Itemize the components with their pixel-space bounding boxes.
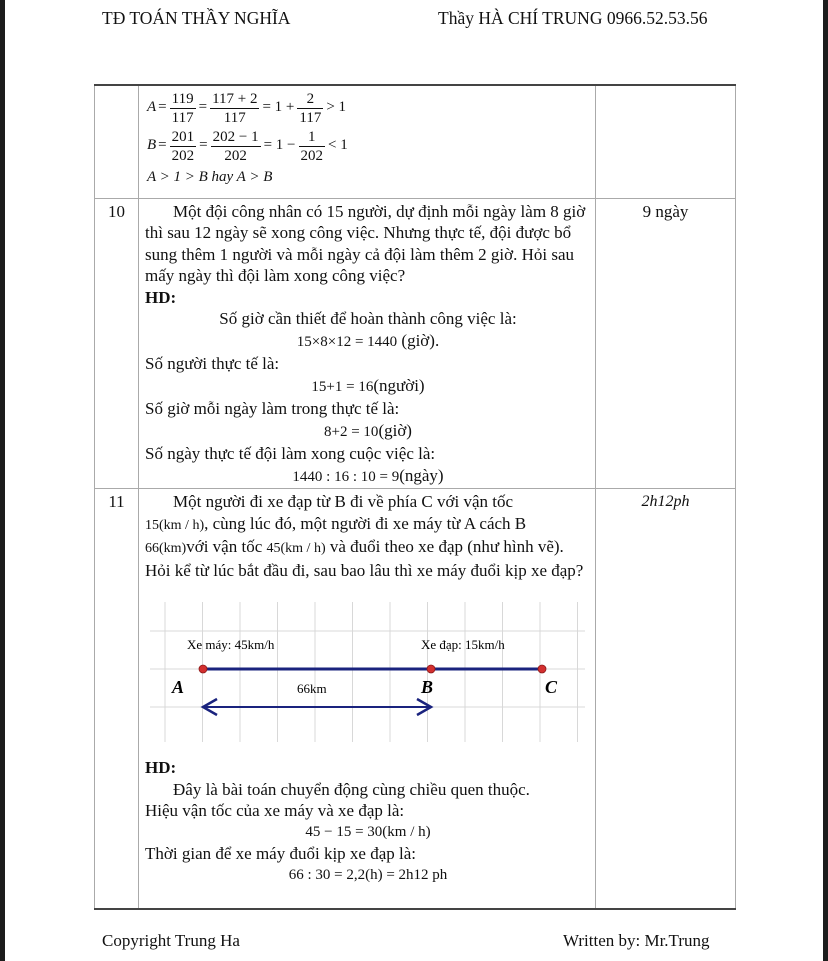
fraction: $\frac{117 + 2}{117}$ <box>212 90 258 126</box>
document-page <box>5 0 823 961</box>
label-point-c: C <box>545 677 558 697</box>
exercise-content <box>139 489 596 909</box>
answer: 9 ngày <box>596 198 736 489</box>
step-calc: 1440 : 16 : 10 = 9(ngày) <box>292 465 444 485</box>
label-motorbike: Xe máy: 45km/h <box>187 637 275 652</box>
footer-left: Copyright Trung Ha <box>102 931 240 950</box>
step-text: Số giờ mỗi ngày làm trong thực tế là: <box>145 399 400 418</box>
equation-b: B = $\frac{201}{202}$ = $\frac{202 - 1}{202}$ = 1 − $\frac{1}{202}$ < 1 <box>147 128 348 164</box>
fraction: $\frac{1}{202}$ <box>300 128 323 164</box>
step-calc: 8+2 = 10(giờ) <box>324 420 412 440</box>
diagram-svg <box>145 597 590 747</box>
label-point-b: B <box>421 677 434 697</box>
header-left: TĐ TOÁN THẦY NGHĨA <box>102 8 291 28</box>
header-right: Thầy HÀ CHÍ TRUNG 0966.52.53.56 <box>438 8 708 28</box>
label-bicycle: Xe đạp: 15km/h <box>421 637 505 652</box>
table-row-10 <box>95 198 736 489</box>
label-distance: 66km <box>297 681 327 696</box>
answer: 2h12ph <box>596 489 736 909</box>
conclusion: A > 1 > B hay A > B <box>147 169 273 185</box>
step-calc: 15×8×12 = 1440 (giờ). <box>296 330 440 350</box>
step-text: Hiệu vận tốc của xe máy và xe đạp là: <box>145 801 405 820</box>
hd-label: HD: <box>145 287 177 307</box>
hd-label: HD: <box>145 758 177 777</box>
step-text: Số ngày thực tế đội làm xong cuộc việc là: <box>145 444 436 463</box>
fraction: $\frac{201}{202}$ <box>171 128 195 164</box>
step-text: Số người thực tế là: <box>145 354 280 373</box>
equation-a: A = $\frac{119}{117}$ = $\frac{117 + 2}{117}$ = 1 + $\frac{2}{117}$ > 1 <box>147 90 347 126</box>
step-calc: 15+1 = 16(người) <box>311 375 425 395</box>
point-c-dot <box>538 665 546 673</box>
label-point-a: A <box>172 677 185 697</box>
step-text: Số giờ cần thiết để hoàn thành công việc là: <box>219 309 517 328</box>
number-cell <box>95 85 139 198</box>
intro-text: Đây là bài toán chuyển động cùng chiều quen thuộc. <box>173 779 530 799</box>
footer-right: Written by: Mr.Trung <box>563 931 710 950</box>
fraction: $\frac{2}{117}$ <box>299 90 322 126</box>
table-row-previous <box>95 85 736 198</box>
step-calc: 45 − 15 = 30(km / h) <box>305 823 431 840</box>
problem-text: Một đội công nhân có 15 người, dự định mỗi ngày làm 8 giờ thì sau 12 ngày sẽ xong công việc. Nhưng thực tế, đội được bổ sung thêm 1 người và mỗi ngày cả đội làm thêm 2 giờ. Hỏi sau mấy ngày thì đội làm xong công việc? <box>145 201 586 285</box>
step-calc: 66 : 30 = 2,2(h) = 2h12 ph <box>288 866 448 883</box>
step-text: Thời gian để xe máy đuổi kịp xe đạp là: <box>145 844 417 863</box>
motion-diagram <box>145 597 591 757</box>
fraction: $\frac{119}{117}$ <box>171 90 194 126</box>
var-a: A <box>147 99 157 116</box>
answer-cell <box>596 85 736 198</box>
table-row-11 <box>95 489 736 909</box>
exercise-table <box>94 84 736 910</box>
var-b: B <box>147 137 157 154</box>
solution-cell <box>139 85 596 198</box>
problem-text: Một người đi xe đạp từ B đi về phía C với vận tốc 15(km / h), cùng lúc đó, một người đi xe máy từ A cách B 66(km)với vận tốc 45(km / h) và đuổi theo xe đạp (như hình vẽ). Hỏi kể từ lúc bắt đầu đi, sau bao lâu thì xe máy đuổi kịp xe đạp? <box>145 492 584 580</box>
exercise-number: 11 <box>95 489 139 909</box>
fraction: $\frac{202 - 1}{202}$ <box>212 128 259 164</box>
grid-lines <box>150 602 585 742</box>
exercise-number: 10 <box>95 198 139 489</box>
point-a-dot <box>199 665 207 673</box>
exercise-content <box>139 198 596 489</box>
point-b-dot <box>427 665 435 673</box>
